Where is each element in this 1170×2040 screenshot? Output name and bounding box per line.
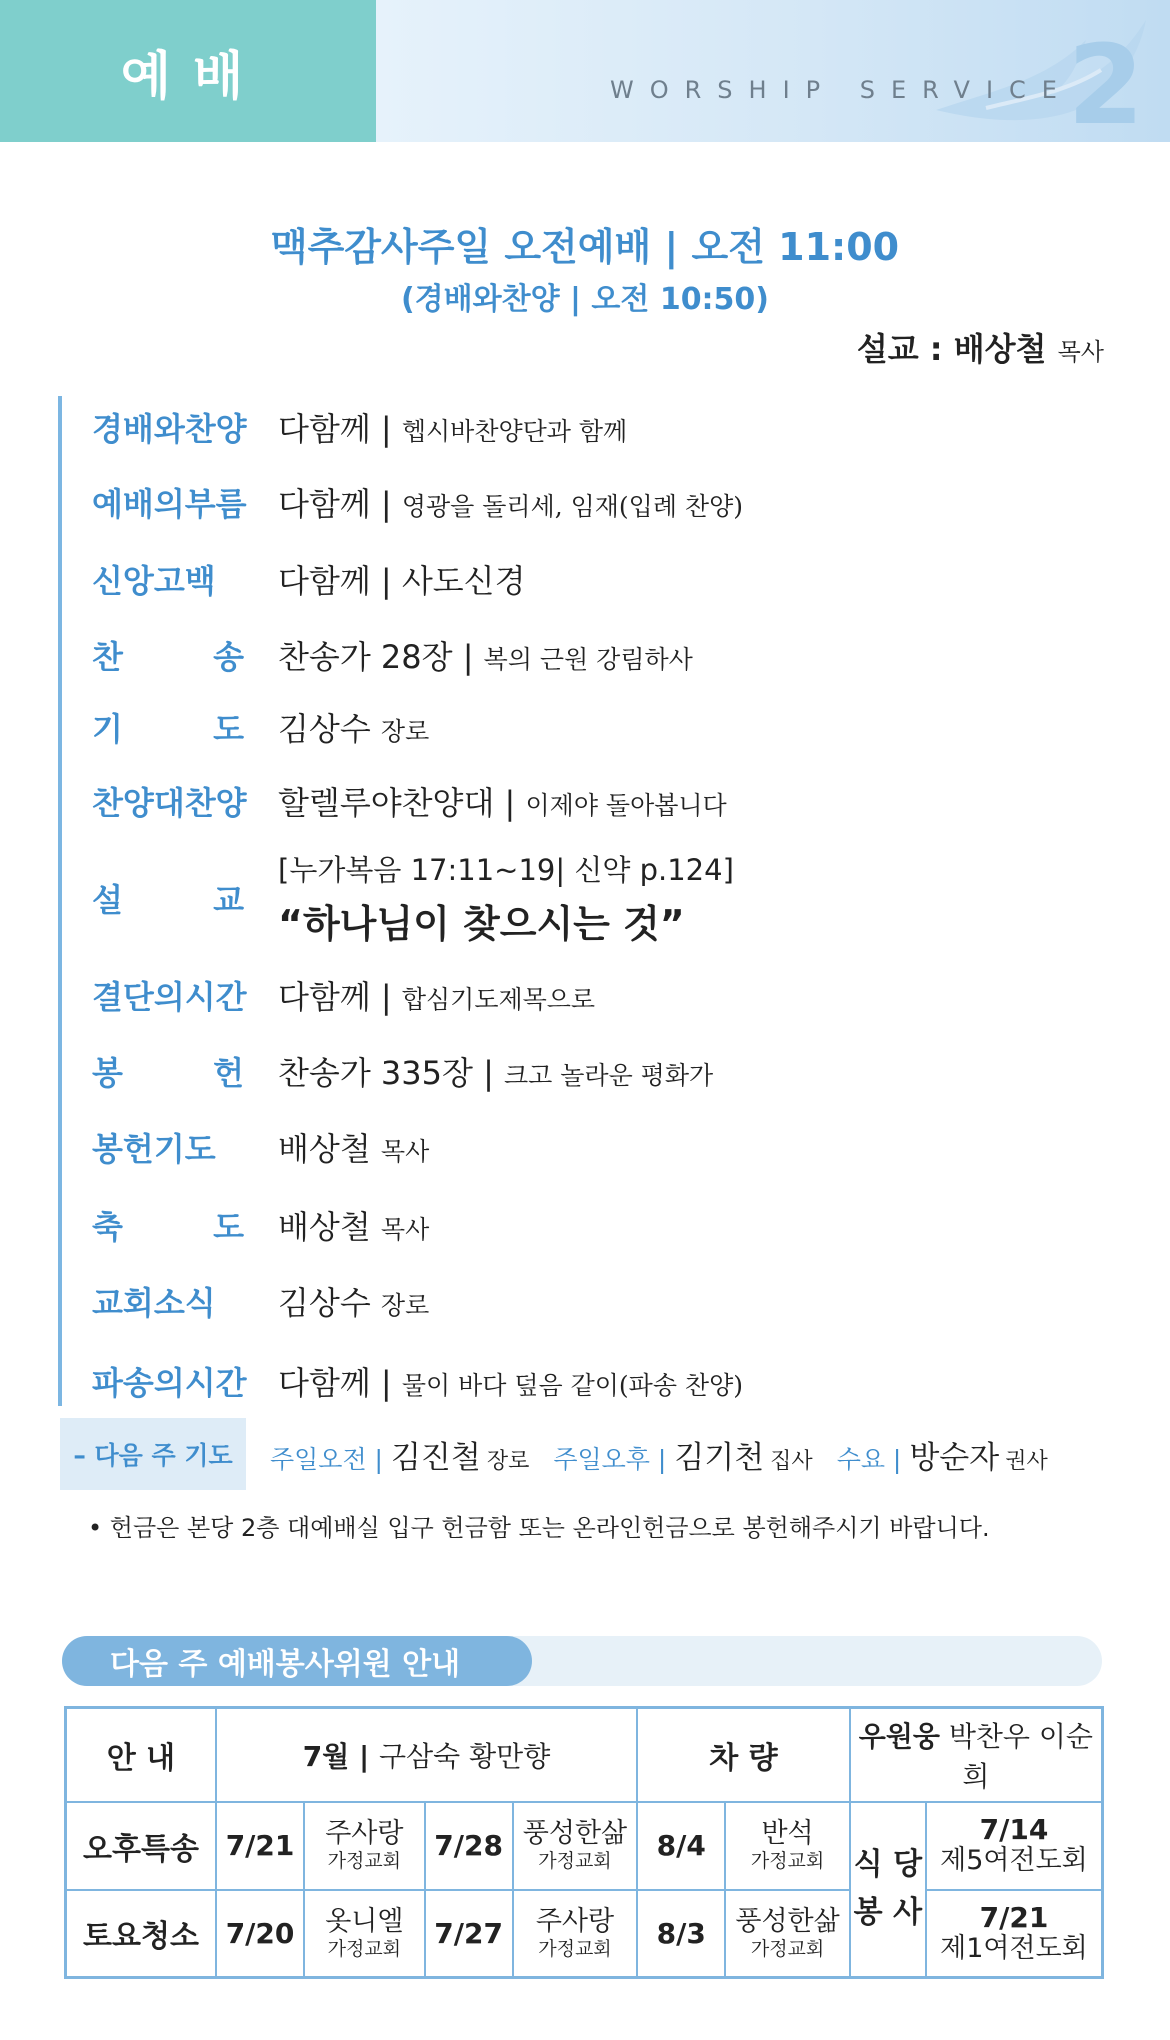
header-title-block [0,0,376,142]
order-row [62,778,1122,824]
church-name: 반석 [761,1818,814,1850]
order-main: 할렐루야찬양대 | [278,784,526,822]
order-label: 파송의시간 [92,1364,247,1402]
order-detail: 목사 [380,1137,430,1166]
order-detail: 장로 [380,717,430,746]
date-cell: 8/4 [637,1802,725,1890]
order-label: 신앙고백 [92,562,216,600]
table-row [66,1802,1103,1890]
prayer-item [837,1432,1048,1477]
church-sub: 가정교회 [538,1937,612,1960]
order-row [62,632,1122,678]
church-name: 주사랑 [535,1905,615,1937]
next-prayer-tag: – 다음 주 기도 [60,1418,246,1490]
church-sub: 가정교회 [538,1849,612,1872]
church-name: 옷니엘 [325,1905,404,1937]
guide-cell [216,1708,637,1802]
order-row [62,404,1122,450]
order-label [62,632,278,678]
order-detail: 크고 놀라운 평화가 [504,1061,714,1090]
order-value [278,1202,429,1248]
order-main: 배상철 [278,1130,381,1168]
order-detail: 합심기도제목으로 [401,985,596,1014]
order-main: 다함께 | [278,978,402,1016]
service-team-table [64,1706,1104,1979]
prayer-role: 권사 [1005,1448,1048,1474]
order-value: 다함께 | 사도신경 [278,562,526,600]
order-label-char: 찬 [92,638,123,676]
order-label [62,875,278,921]
car-cell [850,1708,1103,1802]
order-detail: 장로 [380,1291,430,1320]
church-cell [513,1802,637,1890]
prayer-when: 주일오전 | [270,1444,383,1474]
order-detail: 헵시바찬양단과 함께 [401,417,628,446]
order-main: 다함께 | [278,410,402,448]
cafeteria-label: 식 당 봉 사 [850,1802,926,1978]
header-subtitle: WORSHIP SERVICE [610,76,1073,104]
table-row [66,1890,1103,1978]
car-first: 우원웅 [858,1719,940,1753]
order-label-char: 도 [213,710,244,748]
order-label: 경배와찬양 [92,410,247,448]
order-value [278,778,727,824]
prayer-item [553,1432,812,1477]
header-number: 2 [1067,21,1144,142]
order-label-char: 봉 [92,1054,123,1092]
car-label: 차 량 [637,1708,850,1802]
guide-month: 7월 | [302,1739,380,1773]
order-main: 다함께 | [278,485,402,523]
date-cell: 7/27 [425,1890,513,1978]
order-label-char: 기 [92,710,123,748]
car-rest: 박찬우 이순희 [939,1719,1093,1793]
order-detail: 물이 바다 덮음 같이(파송 찬양) [401,1371,743,1400]
church-sub: 가정교회 [750,1849,825,1872]
order-label-char: 교 [213,881,244,919]
cafeteria-group: 제5여전도회 [940,1845,1088,1877]
afternoon-label: 오후특송 [66,1802,216,1890]
order-detail: 영광을 돌리세, 임재(입례 찬양) [401,492,743,521]
prayer-when: 수요 | [836,1444,902,1474]
date-cell: 8/3 [637,1890,725,1978]
guide-names: 구삼숙 황만향 [379,1739,551,1773]
cafeteria-cell [926,1802,1103,1890]
date-cell: 7/20 [216,1890,304,1978]
sermon-title: “하나님이 찾으시는 것” [278,902,685,946]
cafeteria-date: 7/21 [979,1901,1049,1934]
order-label: 결단의시간 [92,978,247,1016]
sermon-reference: [누가복음 17:11~19| 신약 p.124] [278,853,734,887]
church-sub: 가정교회 [327,1937,402,1960]
order-row [62,1048,1122,1094]
order-main: 찬송가 28장 | [278,638,484,676]
order-row [62,479,1122,525]
order-label: 찬양대찬양 [92,784,247,822]
order-value [278,1358,743,1404]
next-week-prayer [60,1418,1120,1490]
order-row [62,556,1122,602]
order-value [278,1048,713,1094]
order-label [62,1202,278,1248]
order-row [62,1358,1122,1404]
order-row [62,1202,1122,1248]
order-label-char: 설 [92,881,123,919]
order-label: 교회소식 [92,1284,216,1322]
prayer-when: 주일오후 | [553,1444,667,1474]
order-of-service [58,396,1118,1406]
order-detail: 이제야 돌아봅니다 [525,791,727,820]
church-cell [304,1802,424,1890]
team-banner-title: 다음 주 예배봉사위원 안내 [62,1636,532,1686]
order-value [278,1124,429,1170]
prayer-name: 김기천 [674,1439,765,1476]
prayer-role: 집사 [770,1448,813,1474]
cafeteria-cell [926,1890,1103,1978]
order-label: 봉헌기도 [92,1130,216,1168]
order-value [278,632,693,678]
order-label-char: 도 [213,1208,244,1246]
order-label: 예배의부름 [92,485,247,523]
header-band [0,0,1170,142]
guide-label: 안 내 [66,1708,216,1802]
order-main: 김상수 [278,710,381,748]
preacher [857,324,1104,370]
preacher-role: 목사 [1057,338,1104,366]
order-detail: 목사 [380,1215,430,1244]
church-name: 풍성한삶 [735,1905,840,1937]
order-main: 다함께 | [278,1364,402,1402]
church-cell [725,1890,849,1978]
church-name: 주사랑 [325,1818,404,1850]
order-label [62,1048,278,1094]
prayer-item [270,1432,529,1477]
church-cell [725,1802,849,1890]
church-cell [513,1890,637,1978]
order-value [278,848,734,948]
order-main: 찬송가 335장 | [278,1054,505,1092]
service-title: 맥추감사주일 오전예배 | 오전 11:00 [270,225,900,269]
order-label-char: 축 [92,1208,123,1246]
order-row [62,972,1122,1018]
order-main: 김상수 [278,1284,381,1322]
offering-notice: • 헌금은 본당 2층 대예배실 입구 헌금함 또는 온라인헌금으로 봉헌해주시기 바랍니다. [88,1514,990,1542]
header-graphic [376,0,1170,142]
church-name: 풍성한삶 [522,1818,628,1850]
church-sub: 가정교회 [327,1849,402,1872]
saturday-label: 토요청소 [66,1890,216,1978]
order-value [278,704,429,750]
order-value [278,404,627,450]
order-row [62,1278,1122,1324]
date-cell: 7/21 [216,1802,304,1890]
order-row [62,1124,1122,1170]
table-row [66,1708,1103,1802]
header-title: 예배 [120,46,266,107]
preacher-name: 배상철 [953,330,1047,368]
prayer-role: 장로 [486,1448,530,1474]
prayer-name: 김진철 [390,1439,481,1476]
order-value [278,972,595,1018]
order-label [62,704,278,750]
order-detail: 복의 근원 강림하사 [483,645,693,674]
order-row [62,704,1122,750]
service-subtitle: (경배와찬양 | 오전 10:50) [400,282,770,317]
order-main: 배상철 [278,1208,381,1246]
church-cell [304,1890,424,1978]
order-value [278,1278,429,1324]
order-row-sermon [62,848,1122,948]
order-value [278,479,743,525]
church-sub: 가정교회 [750,1937,825,1960]
preacher-label: 설교 : [856,330,954,368]
order-label-char: 헌 [213,1054,244,1092]
prayer-name: 방순자 [909,1439,1000,1476]
date-cell: 7/28 [425,1802,513,1890]
cafeteria-date: 7/14 [979,1813,1049,1847]
order-label-char: 송 [213,638,244,676]
cafeteria-group: 제1여전도회 [940,1932,1088,1964]
